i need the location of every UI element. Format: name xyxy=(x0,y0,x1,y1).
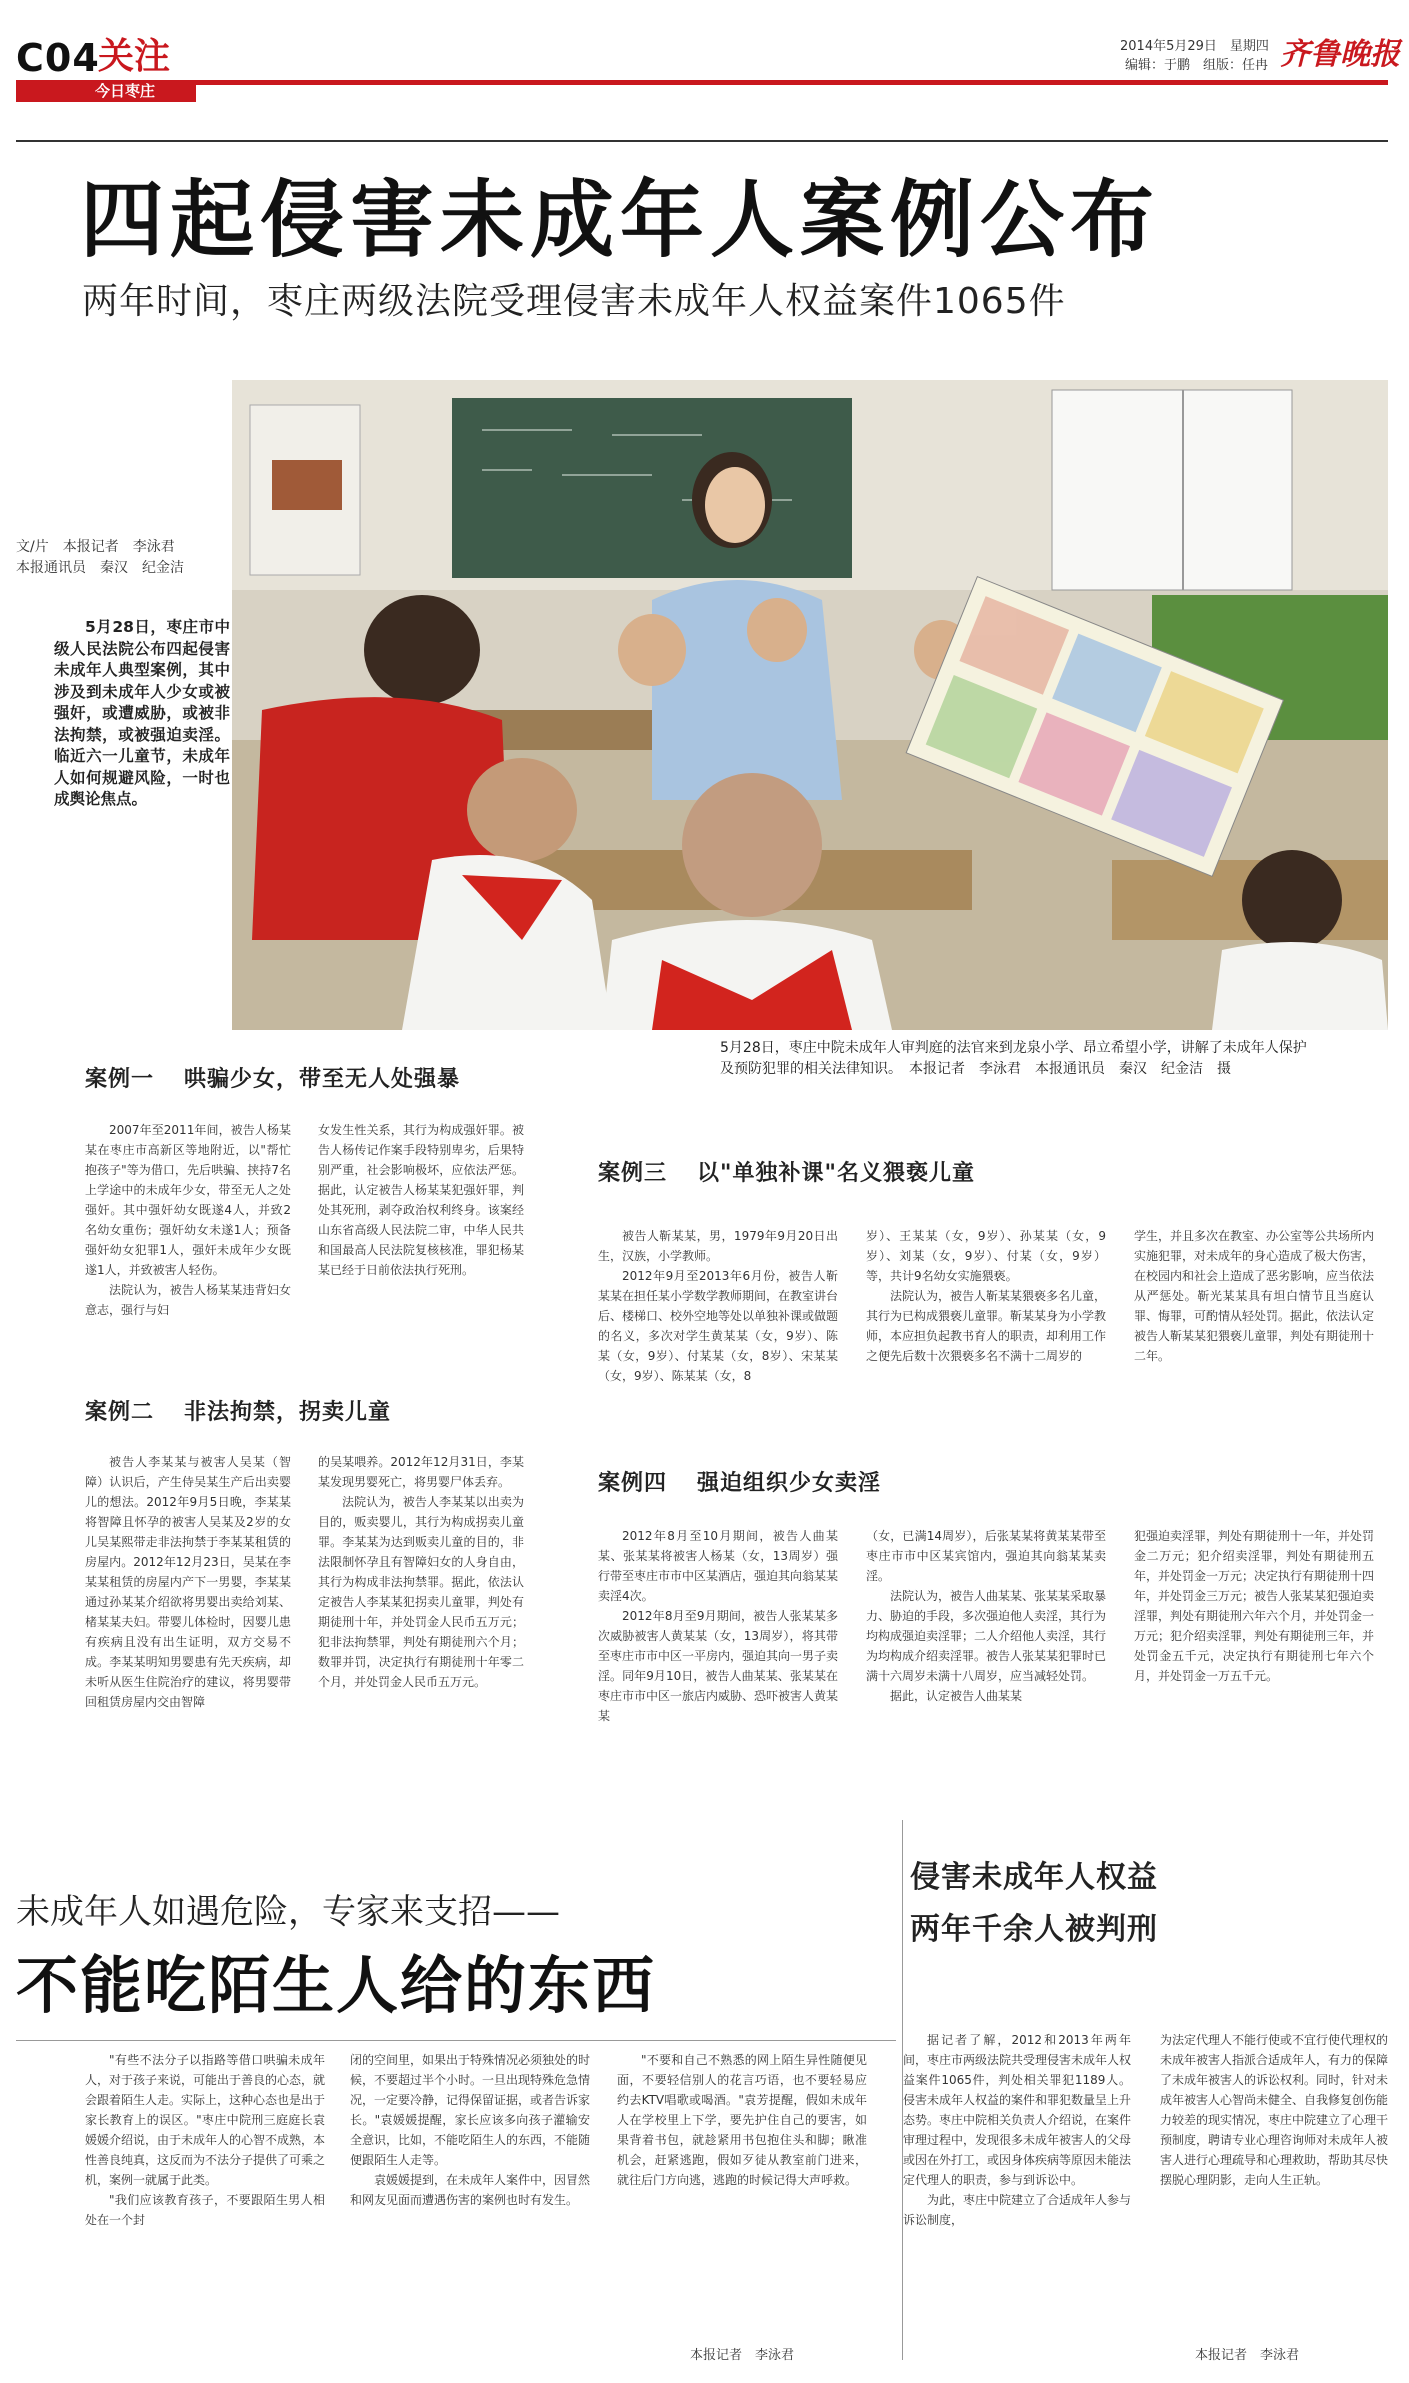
case3-col3 xyxy=(1134,1226,1374,1366)
feature-right-title-line1: 侵害未成年人权益 xyxy=(910,1860,1158,1895)
case4-para: 法院认为，被告人曲某某、张某某采取暴力、胁迫的手段，多次强迫他人卖淫，其行为均构成强迫卖淫罪；二人介绍他人卖淫，其行为均构成介绍卖淫罪。被告人张某某犯罪时已满十六周岁未满十八周岁，应当减轻处罚。 xyxy=(866,1589,1107,1683)
case4-para: （女，已满14周岁），后张某某将黄某某带至枣庄市市中区某宾馆内，强迫其向翁某某卖淫。 xyxy=(866,1529,1106,1583)
case4-title: 强迫组织少女卖淫 xyxy=(697,1471,882,1496)
case2-number: 案例二 xyxy=(85,1400,155,1425)
blackboard xyxy=(452,398,852,578)
feature-right-para: 据记者了解，2012和2013年两年间，枣庄市两级法院共受理侵害未成年人权益案件1065件，判处相关罪犯1189人。侵害未成年人权益的案件和罪犯数量呈上升态势。枣庄中院相关负责人介绍说，在案件审理过程中，发现很多未成年被害人的父母或因在外打工，或因身体疾病等原因未能法定代理人的职责，参与到诉讼中。 xyxy=(903,2033,1132,2187)
case1-col2 xyxy=(318,1120,524,1280)
case1-title: 哄骗少女，带至无人处强暴 xyxy=(184,1067,461,1092)
case2-para: 被告人李某某与被害人吴某（智障）认识后，产生侍吴某生产后出卖婴儿的想法。2012年9月5日晚，李某某将智障且怀孕的被害人吴某及2岁的女儿吴某熙带走非法拘禁于李某某租赁的房屋内。2012年12月23日，吴某在李某某租赁的房屋内产下一男婴，李某某通过孙某某介绍欲将男婴出卖给刘某、楮某某夫妇。带婴儿体检时，因婴儿患有疾病且没有出生证明，双方交易不成。李某某明知男婴患有先天疾病，却未听从医生住院治疗的建议，将男婴带回租赁房屋内交由智障 xyxy=(85,1455,291,1709)
case4-para: 据此，认定被告人曲某某 xyxy=(890,1689,1023,1703)
photo-caption-line1: 5月28日，枣庄中院未成年人审判庭的法官来到龙泉小学、昂立希望小学，讲解了未成年人保护 xyxy=(720,1040,1307,1056)
case4-heading xyxy=(598,1466,881,1497)
feature-right-signoff: 本报记者 李泳君 xyxy=(1195,2348,1300,2363)
feature-left-signoff: 本报记者 李泳君 xyxy=(690,2348,795,2363)
date-line: 2014年5月29日 星期四 xyxy=(1120,39,1269,54)
header-divider xyxy=(16,140,1388,142)
case4-col3 xyxy=(1134,1526,1374,1686)
case3-title: 以"单独补课"名义猥亵儿童 xyxy=(697,1161,975,1186)
headline-subtitle: 两年时间，枣庄两级法院受理侵害未成年人权益案件1065件 xyxy=(82,281,1066,322)
case1-para: 2007年至2011年间，被告人杨某某在枣庄市高新区等地附近，以"帮忙抱孩子"等为借口，先后哄骗、挟持7名上学途中的未成年少女，带至无人之处强奸。其中强奸幼女既遂4人，并致2名幼女重伤；强奸幼女未遂1人；预备强奸幼女犯罪1人，强奸未成年少女既遂1人，并致被害人轻伤。 xyxy=(85,1123,291,1277)
feature-left-para: "不要和自己不熟悉的网上陌生异性随便见面，不要轻信别人的花言巧语，也不要轻易应约去KTV唱歌或喝酒。"袁芳提醒，假如未成年人在学校里上下学，要先护住自己的要害，如果背着书包，就趁紧用书包抱住头和脚；瞅准机会，赶紧逃跑，假如歹徒从教室前门进来，就往后门方向逃，逃跑的时候记得大声呼救。 xyxy=(617,2053,867,2187)
teacher-face xyxy=(705,467,765,543)
case3-para: 被告人靳某某，男，1979年9月20日出生，汉族，小学教师。 xyxy=(598,1229,838,1263)
case3-number: 案例三 xyxy=(598,1161,668,1186)
case4-col2 xyxy=(866,1526,1106,1706)
feature-left-col1 xyxy=(85,2050,325,2230)
feature-left-divider xyxy=(16,2040,896,2041)
feature-left-para: 闭的空间里，如果出于特殊情况必须独处的时候，不要超过半个小时。一旦出现特殊危急情况，一定要冷静，记得保留证据，或者告诉家长。"袁媛媛提醒，家长应该多向孩子灌输安全意识，比如，不能吃陌生人的东西，不能随便跟陌生人走等。 xyxy=(350,2053,591,2167)
case3-para: 岁）、王某某（女，9岁）、孙某某（女，9岁）、刘某（女，9岁）、付某（女，9岁）等，共计9名幼女实施猥亵。 xyxy=(866,1229,1106,1283)
feature-right-col2 xyxy=(1160,2030,1388,2190)
abacus xyxy=(272,460,342,510)
feature-left-title: 不能吃陌生人给的东西 xyxy=(16,1949,657,2022)
case1-heading xyxy=(85,1062,460,1093)
teacher-shirt xyxy=(652,580,842,800)
feature-right-title-line2: 两年千余人被判刑 xyxy=(910,1912,1158,1947)
case3-para: 学生，并且多次在教室、办公室等公共场所内实施犯罪，对未成年的身心造成了极大伤害，在校园内和社会上造成了恶劣影响，应当依法从严惩处。靳光某某具有坦白情节且当庭认罪、悔罪，可酌情从轻处罚。据此，依法认定被告人靳某某犯猥亵儿童罪，判处有期徒刑十二年。 xyxy=(1134,1229,1375,1363)
case3-col1 xyxy=(598,1226,838,1386)
case4-number: 案例四 xyxy=(598,1471,668,1496)
case4-para: 犯强迫卖淫罪，判处有期徒刑十一年，并处罚金二万元；犯介绍卖淫罪，判处有期徒刑五年，并处罚金一万元；决定执行有期徒刑十四年，并处罚金三万元；被告人张某某犯强迫卖淫罪，判处有期徒刑六年六个月，并处罚金一万元；犯介绍卖淫罪，判处有期徒刑三年，并处罚金五千元，决定执行有期徒刑七年六个月，并处罚金一万五千元。 xyxy=(1134,1529,1375,1683)
case1-para: 法院认为，被告人杨某某违背妇女意志，强行与妇 xyxy=(85,1283,291,1317)
student-red-head xyxy=(364,595,480,705)
feature-left-para: "有些不法分子以指路等借口哄骗未成年人，对于孩子来说，可能出于善良的心态，就会跟着陌生人走。实际上，这种心态也是出于家长教育上的误区。"枣庄中院刑三庭庭长袁媛媛介绍说，由于未成年人的心智不成熟，本性善良纯真，这反而为不法分子提供了可乘之机，案例一就属于此类。 xyxy=(85,2053,326,2187)
editors-line: 编辑：于鹏 组版：任冉 xyxy=(1125,58,1269,73)
case1-number: 案例一 xyxy=(85,1067,155,1092)
case1-para: 女发生性关系，其行为构成强奸罪。被告人杨传记作案手段特别卑劣，后果特别严重，社会影响极坏，应依法严惩。据此，认定被告人杨某某犯强奸罪，判处其死刑，剥夺政治权利终身。该案经山东省高级人民法院二审，中华人民共和国最高人民法院复核核准，罪犯杨某某已经于日前依法执行死刑。 xyxy=(318,1123,524,1277)
byline-line1: 文/片 本报记者 李泳君 xyxy=(16,539,175,555)
student-right-head xyxy=(1242,850,1342,950)
feature-right-para: 为此，枣庄中院建立了合适成年人参与诉讼制度， xyxy=(903,2193,1132,2227)
feature-right-col1 xyxy=(903,2030,1131,2230)
student-back-head-1 xyxy=(618,614,686,686)
case2-heading xyxy=(85,1395,391,1426)
student-right-shirt xyxy=(1212,942,1388,1030)
byline-line2: 本报通讯员 秦汉 纪金洁 xyxy=(16,560,184,576)
case4-para: 2012年8月至9月期间，被告人张某某多次威胁被害人黄某某（女，13周岁），将其带至枣庄市市中区一平房内，强迫其向一男子卖淫。同年9月10日，被告人曲某某、张某某在枣庄市市中区一旅店内威胁、恐吓被害人黄某某 xyxy=(598,1609,839,1723)
lead-paragraph: 5月28日，枣庄市中级人民法院公布四起侵害未成年人典型案例，其中涉及到未成年人少女或被强奸，或遭威胁，或被非法拘禁，或被强迫卖淫。临近六一儿童节，未成年人如何规避风险，一时也成舆论焦点。 xyxy=(54,618,230,808)
case3-para: 2012年9月至2013年6月份，被告人靳某某在担任某小学数学教师期间，在教室讲台后、楼梯口、校外空地等处以单独补课或做题的名义，多次对学生黄某某（女，9岁）、陈某（女，9岁）、付某某（女，8岁）、宋某某（女，9岁）、陈某某（女，8 xyxy=(598,1269,839,1383)
subsection-label: 今日枣庄 xyxy=(95,82,156,100)
case2-para: 法院认为，被告人李某某以出卖为目的，贩卖婴儿，其行为构成拐卖儿童罪。李某某为达到贩卖儿童的目的，非法限制怀孕且有智障妇女的人身自由，其行为构成非法拘禁罪。据此，依法认定被告人李某某犯拐卖儿童罪，判处有期徒刑十年，并处罚金人民币五万元；犯非法拘禁罪，判处有期徒刑六个月；数罪并罚，决定执行有期徒刑十年零二个月，并处罚金人民币五万元。 xyxy=(318,1495,524,1689)
page-code: C04 xyxy=(16,36,100,80)
feature-left-para: 袁媛媛提到，在未成年人案件中，因冒然和网友见面而遭遇伤害的案例也时有发生。 xyxy=(350,2173,591,2207)
case2-title: 非法拘禁，拐卖儿童 xyxy=(184,1400,392,1425)
feature-left-para: "我们应该教育孩子，不要跟陌生男人相处在一个封 xyxy=(85,2193,325,2227)
photo-caption-line2: 及预防犯罪的相关法律知识。 本报记者 李泳君 本报通讯员 秦汉 纪金洁 摄 xyxy=(720,1061,1231,1077)
case2-para: 的吴某喂养。2012年12月31日，李某某发现男婴死亡，将男婴尸体丢弃。 xyxy=(318,1455,524,1489)
feature-left-col3 xyxy=(617,2050,867,2190)
student-back-head-2 xyxy=(747,598,807,662)
case4-col1 xyxy=(598,1526,838,1726)
classroom-photo xyxy=(232,380,1388,1030)
header-red-bar xyxy=(16,80,1388,85)
feature-right-para: 为法定代理人不能行使或不宜行使代理权的未成年被害人指派合适成年人，有力的保障了未成年被害人的诉讼权利。同时，针对未成年被害人心智尚未健全、自我修复创伤能力较差的现实情况，枣庄中院建立了心理干预制度，聘请专业心理咨询师对未成年人被害人进行心理疏导和心理救助，帮助其尽快摆脱心理阴影，走向人生正轨。 xyxy=(1160,2033,1389,2187)
case1-col1 xyxy=(85,1120,291,1320)
case2-col1 xyxy=(85,1452,291,1712)
feature-left-col2 xyxy=(350,2050,590,2210)
feature-left-kicker: 未成年人如遇危险，专家来支招—— xyxy=(16,1892,560,1932)
section-label: 关注 xyxy=(98,36,171,77)
case3-heading xyxy=(598,1156,975,1187)
student-center-head xyxy=(467,758,577,862)
brand-logo: 齐鲁晚报 xyxy=(1280,37,1400,72)
case4-para: 2012年8月至10月期间，被告人曲某某、张某某将被害人杨某（女，13周岁）强行带至枣庄市市中区某酒店，强迫其向翁某某卖淫4次。 xyxy=(598,1529,839,1603)
right-window xyxy=(1052,390,1292,590)
case3-para: 法院认为，被告人靳某某猥亵多名儿童，其行为已构成猥亵儿童罪。靳某某身为小学教师，本应担负起教书育人的职责，却利用工作之便先后数十次猥亵多名不满十二周岁的 xyxy=(866,1289,1107,1363)
headline-title: 四起侵害未成年人案例公布 xyxy=(80,171,1161,269)
case2-col2 xyxy=(318,1452,524,1692)
student-front-head xyxy=(682,773,822,917)
case3-col2 xyxy=(866,1226,1106,1366)
